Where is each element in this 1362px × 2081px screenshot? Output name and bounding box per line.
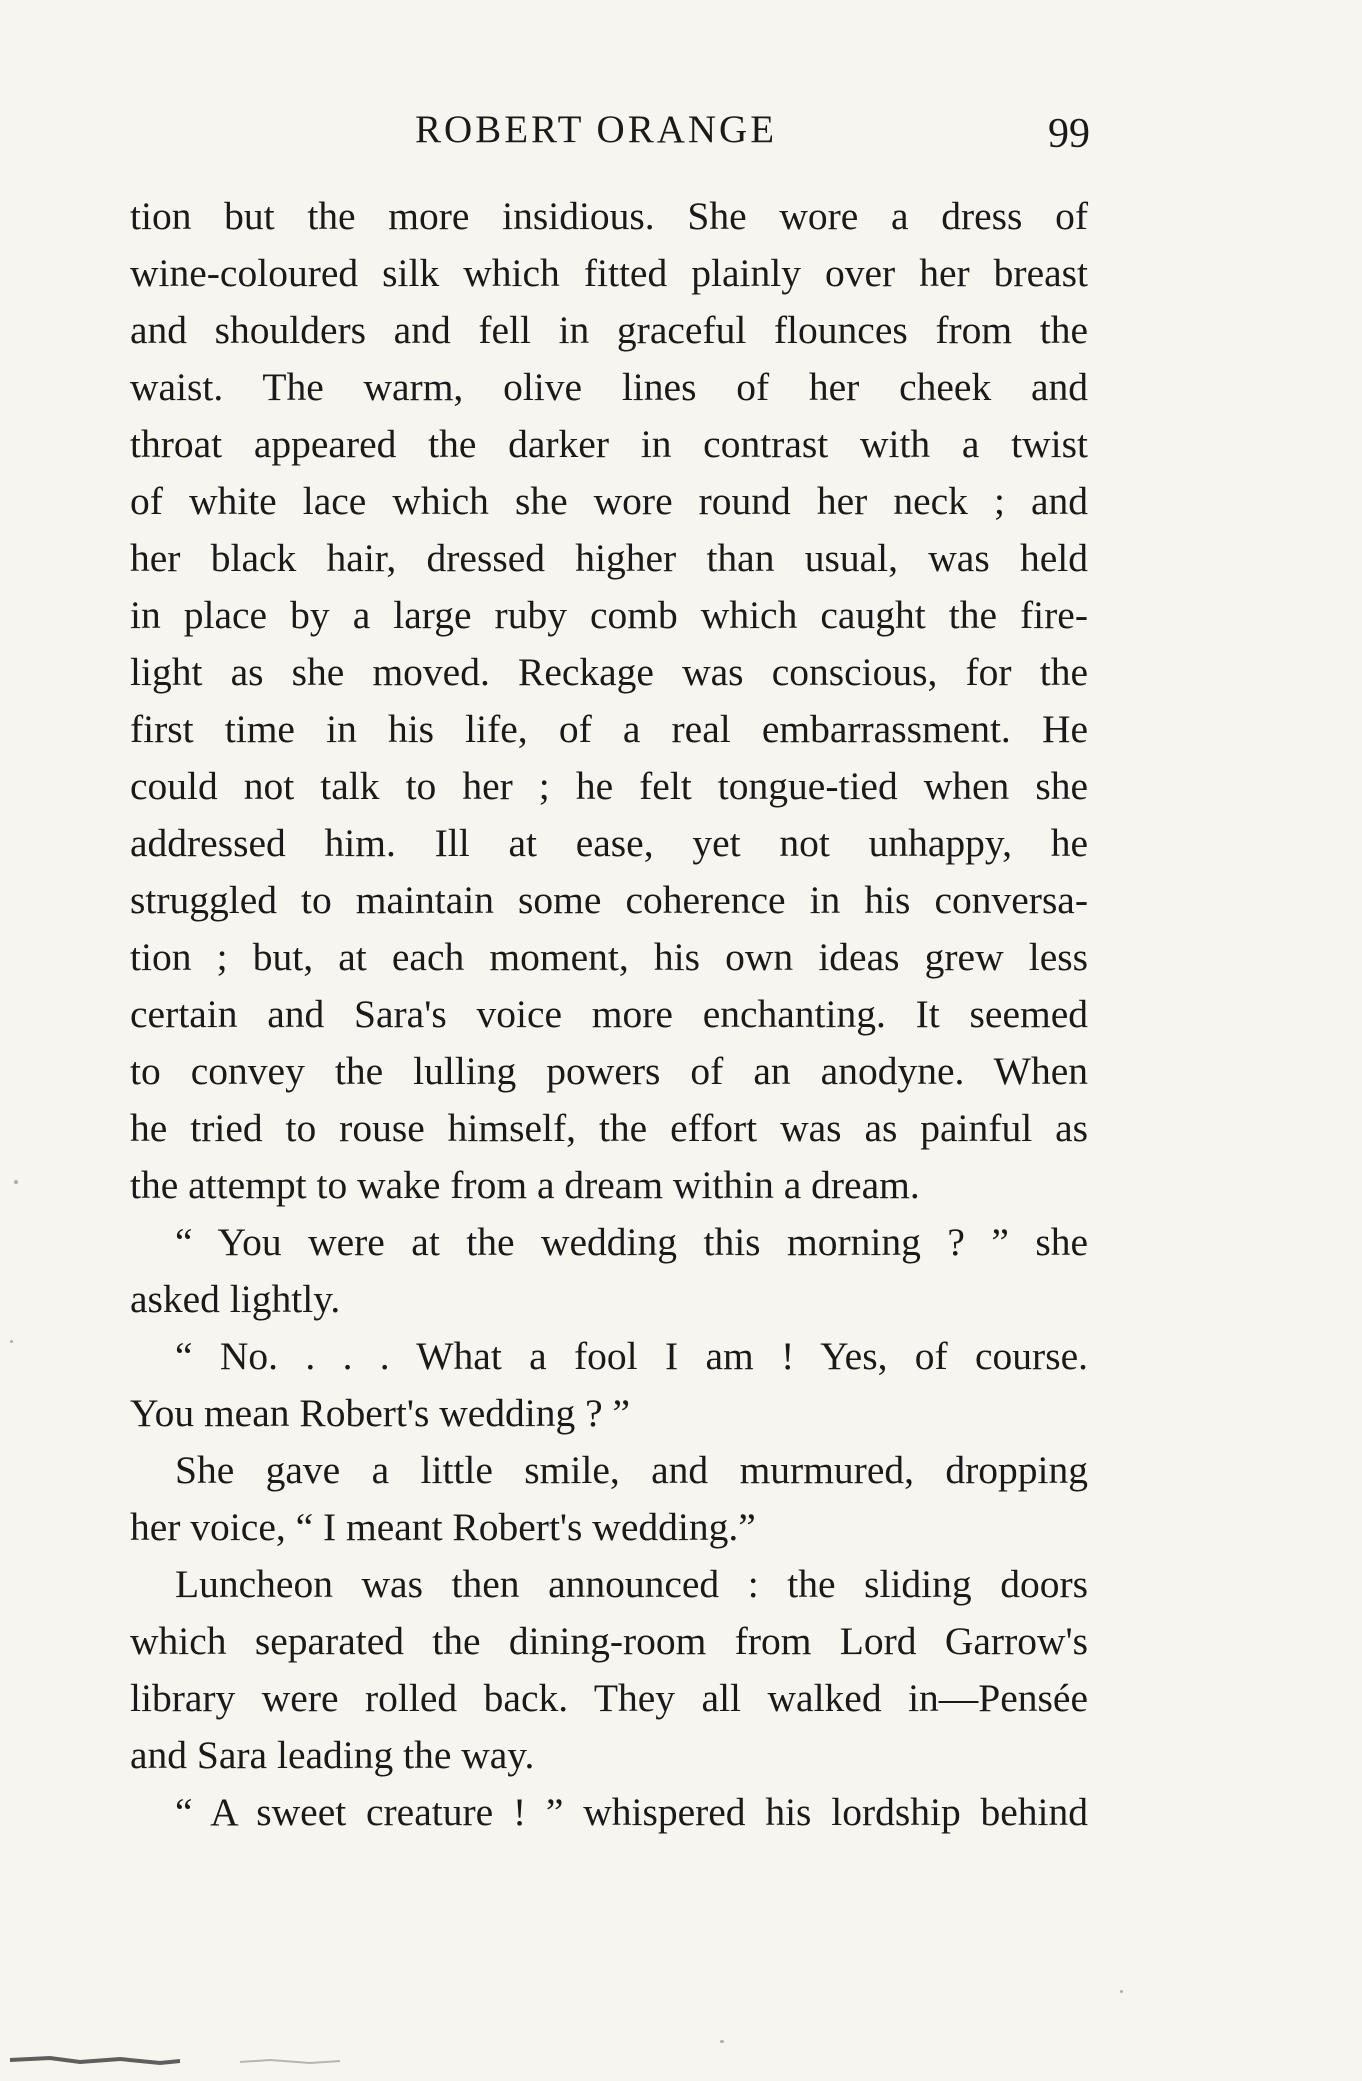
text-line: tion but the more insidious. She wore a dress of — [130, 194, 1088, 238]
paper-speck — [720, 2040, 724, 2043]
text-line: throat appeared the darker in contrast with a twist — [130, 422, 1088, 466]
text-line: waist. The warm, olive lines of her cheek and — [130, 365, 1088, 409]
text-line: in place by a large ruby comb which caught the fire- — [130, 593, 1088, 637]
text-line: light as she moved. Reckage was conscious, for the — [130, 650, 1088, 694]
text-line: her black hair, dressed higher than usual, was held — [130, 536, 1088, 580]
text-line: She gave a little smile, and murmured, dropping — [175, 1448, 1088, 1492]
text-line: “ You were at the wedding this morning ? ” she — [175, 1220, 1088, 1264]
text-line: of white lace which she wore round her neck ; and — [130, 479, 1088, 523]
text-line: certain and Sara's voice more enchanting. It seemed — [130, 992, 1088, 1036]
text-line: which separated the dining-room from Lord Garrow's — [130, 1619, 1088, 1663]
text-line: wine-coloured silk which fitted plainly over her breast — [130, 251, 1088, 295]
text-line: and shoulders and fell in graceful flounces from the — [130, 308, 1088, 352]
scan-artifact — [10, 2050, 370, 2068]
text-line: tion ; but, at each moment, his own ideas grew less — [130, 935, 1088, 979]
running-head — [130, 100, 1090, 160]
running-title: ROBERT ORANGE — [415, 108, 778, 151]
paper-speck — [10, 1340, 13, 1343]
body-text — [130, 188, 1088, 1841]
text-line: to convey the lulling powers of an anodyne. When — [130, 1049, 1088, 1093]
text-line: the attempt to wake from a dream within a dream. — [130, 1163, 920, 1207]
text-line: library were rolled back. They all walked in—Pensée — [130, 1676, 1088, 1720]
text-line: struggled to maintain some coherence in his conversa- — [130, 878, 1088, 922]
text-line: You mean Robert's wedding ? ” — [130, 1391, 631, 1435]
text-line: Luncheon was then announced : the sliding doors — [175, 1562, 1088, 1606]
text-line: asked lightly. — [130, 1277, 341, 1321]
paper-speck — [1120, 1990, 1123, 1993]
text-line: he tried to rouse himself, the effort was as painful as — [130, 1106, 1088, 1150]
text-line: and Sara leading the way. — [130, 1733, 535, 1777]
text-line: could not talk to her ; he felt tongue-tied when she — [130, 764, 1088, 808]
text-line: first time in his life, of a real embarrassment. He — [130, 707, 1088, 751]
text-line: “ A sweet creature ! ” whispered his lordship behind — [175, 1790, 1088, 1834]
paper-speck — [14, 1180, 18, 1184]
text-line: her voice, “ I meant Robert's wedding.” — [130, 1505, 756, 1549]
text-line: “ No. . . . What a fool I am ! Yes, of course. — [175, 1334, 1088, 1378]
text-line: addressed him. Ill at ease, yet not unhappy, he — [130, 821, 1088, 865]
page-number: 99 — [1048, 111, 1090, 157]
